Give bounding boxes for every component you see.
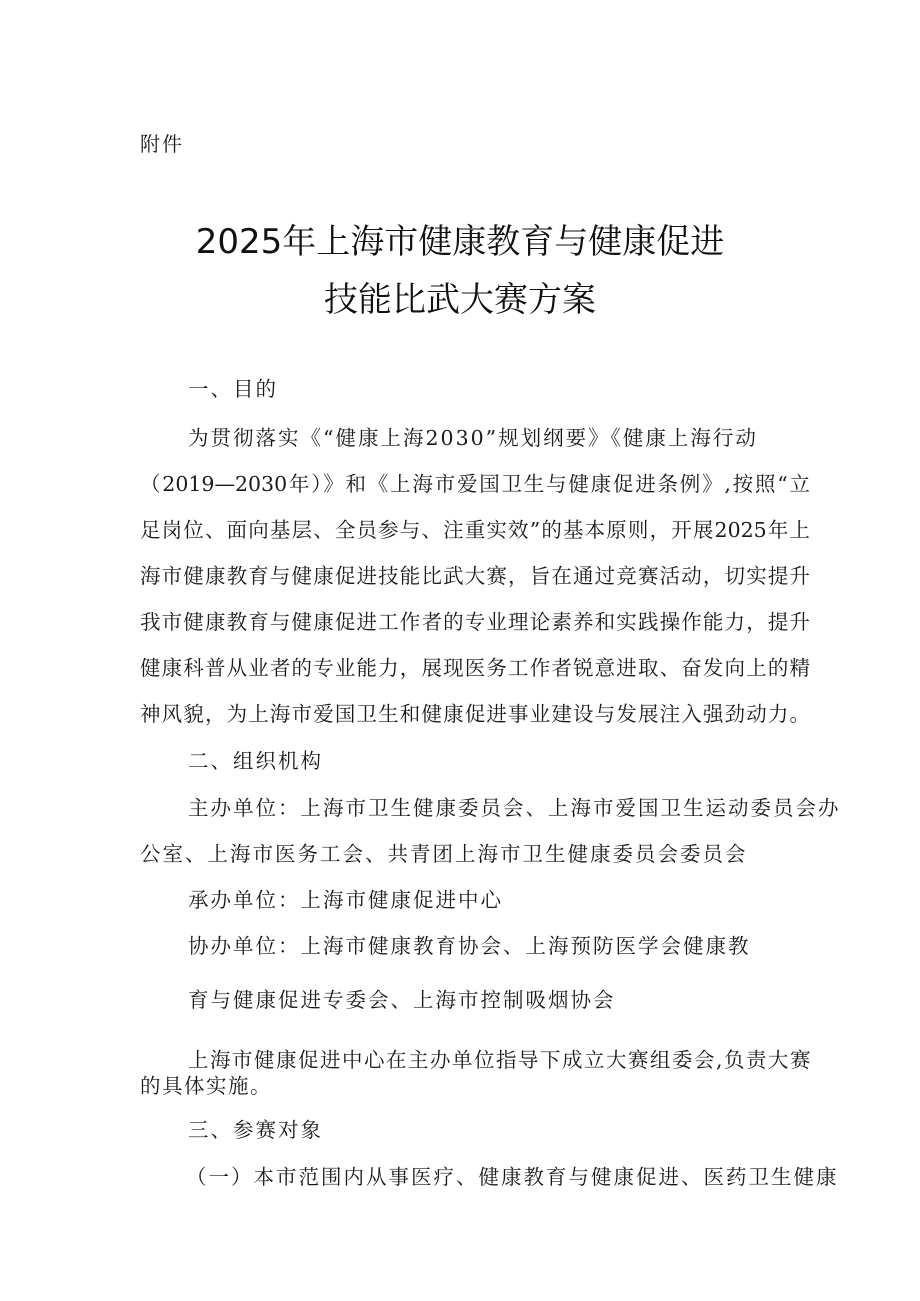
participants-item-1: （一）本市范围内从事医疗、健康教育与健康促进、医药卫生健康 xyxy=(186,1165,839,1189)
attachment-label: 附件 xyxy=(140,132,184,156)
paragraph-line: 足岗位、面向基层、全员参与、注重实效”的基本原则，开展2025年上 xyxy=(140,518,810,542)
host-units-line: 公室、上海市医务工会、共青团上海市卫生健康委员会委员会 xyxy=(140,842,748,866)
document-title-line-1: 2025年上海市健康教育与健康促进 xyxy=(195,222,725,262)
paragraph-line: 我市健康教育与健康促进工作者的专业理论素养和实践操作能力，提升 xyxy=(140,610,810,634)
paragraph-line: 神风貌，为上海市爱国卫生和健康促进事业建设与发展注入强劲动力。 xyxy=(140,702,810,726)
paragraph-line: 海市健康教育与健康促进技能比武大赛，旨在通过竞赛活动，切实提升 xyxy=(140,564,810,588)
host-units-line: 主办单位：上海市卫生健康委员会、上海市爱国卫生运动委员会办 xyxy=(188,796,841,820)
organizer-unit: 承办单位：上海市健康促进中心 xyxy=(188,888,503,912)
co-organizer-line: 协办单位：上海市健康教育协会、上海预防医学会健康教 xyxy=(188,934,751,958)
paragraph-line: （2019—2030年）》和《上海市爱国卫生与健康促进条例》,按照“立 xyxy=(140,472,810,496)
document-title-line-2: 技能比武大赛方案 xyxy=(324,280,596,320)
section-heading-participants: 三、参赛对象 xyxy=(188,1118,323,1142)
committee-line: 上海市健康促进中心在主办单位指导下成立大赛组委会,负责大赛 xyxy=(188,1048,813,1072)
section-heading-purpose: 一、目的 xyxy=(188,377,278,401)
co-organizer-line: 育与健康促进专委会、上海市控制吸烟协会 xyxy=(188,988,616,1012)
section-heading-organization: 二、组织机构 xyxy=(188,749,323,773)
paragraph-line: 健康科普从业者的专业能力，展现医务工作者锐意进取、奋发向上的精 xyxy=(140,656,810,680)
paragraph-line: 为贯彻落实《“健康上海2030”规划纲要》《健康上海行动 xyxy=(188,426,758,450)
committee-line: 的具体实施。 xyxy=(140,1074,272,1098)
